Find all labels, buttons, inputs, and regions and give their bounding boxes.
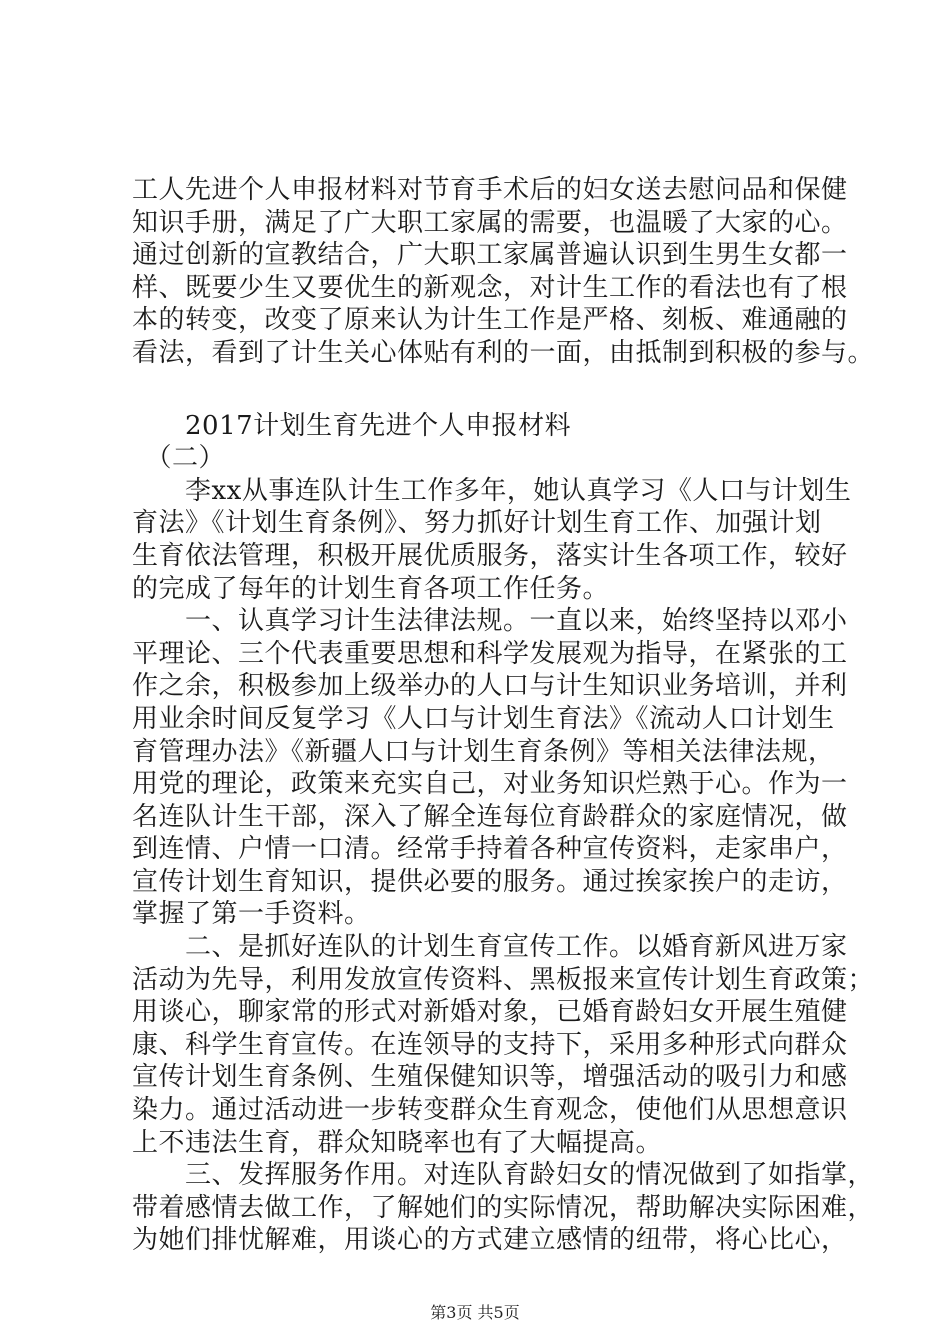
text-line: 育法》《计划生育条例》、努力抓好计划生育工作、加强计划 xyxy=(132,508,822,539)
text-line: 三、发挥服务作用。对连队育龄妇女的情况做到了如指掌， xyxy=(132,1160,875,1191)
text-line: 一、认真学习计生法律法规。一直以来，始终坚持以邓小 xyxy=(132,606,848,637)
text-line: 样、既要少生又要优生的新观念，对计生工作的看法也有了根 xyxy=(132,272,848,303)
text-line: 工人先进个人申报材料对节育手术后的妇女送去慰问品和保健 xyxy=(132,175,848,205)
section-subheading: （二） xyxy=(132,443,226,474)
text-line: 本的转变，改变了原来认为计生工作是严格、刻板、难通融的 xyxy=(132,305,848,336)
text-line: 知识手册，满足了广大职工家属的需要，也温暖了大家的心。 xyxy=(132,207,848,238)
text-line: 用业余时间反复学习《人口与计划生育法》《流动人口计划生 xyxy=(132,703,835,734)
text-line: 宣传计划生育条例、生殖保健知识等，增强活动的吸引力和感 xyxy=(132,1062,848,1093)
paragraph-block-1 xyxy=(132,174,875,370)
section-heading: 2017计划生育先进个人申报材料 xyxy=(132,410,572,441)
text-line: 通过创新的宣教结合，广大职工家属普遍认识到生男生女都一 xyxy=(132,240,848,271)
text-line: 宣传计划生育知识，提供必要的服务。通过挨家挨户的走访， xyxy=(132,866,848,897)
text-line: 作之余，积极参加上级举办的人口与计生知识业务培训，并利 xyxy=(132,671,848,702)
text-line: 活动为先导，利用发放宣传资料、黑板报来宣传计划生育政策； xyxy=(132,964,875,995)
text-line: 用谈心，聊家常的形式对新婚对象，已婚育龄妇女开展生殖健 xyxy=(132,997,848,1028)
text-line: 染力。通过活动进一步转变群众生育观念，使他们从思想意识 xyxy=(132,1095,848,1126)
text-line: 平理论、三个代表重要思想和科学发展观为指导，在紧张的工 xyxy=(132,638,848,669)
document-body xyxy=(132,174,875,1257)
text-line: 上不违法生育，群众知晓率也有了大幅提高。 xyxy=(132,1127,663,1158)
text-line: 康、科学生育宣传。在连领导的支持下，采用多种形式向群众 xyxy=(132,1029,848,1060)
text-line: 为她们排忧解难，用谈心的方式建立感情的纽带，将心比心， xyxy=(132,1225,848,1256)
text-line: 到连情、户情一口清。经常手持着各种宣传资料，走家串户， xyxy=(132,834,848,865)
page-footer: 第3页 共5页 xyxy=(430,1303,520,1322)
text-line: 的完成了每年的计划生育各项工作任务。 xyxy=(132,573,610,604)
text-line: 掌握了第一手资料。 xyxy=(132,899,371,930)
paragraph-gap xyxy=(132,370,832,410)
text-line: 育管理办法》《新疆人口与计划生育条例》等相关法律法规， xyxy=(132,736,835,767)
text-line: 带着感情去做工作，了解她们的实际情况，帮助解决实际困难， xyxy=(132,1192,875,1223)
text-line: 名连队计生干部，深入了解全连每位育龄群众的家庭情况，做 xyxy=(132,801,848,832)
text-line: 二、是抓好连队的计划生育宣传工作。以婚育新风进万家 xyxy=(132,932,848,963)
text-line: 看法，看到了计生关心体贴有利的一面，由抵制到积极的参与。 xyxy=(132,337,875,368)
paragraph-block-2 xyxy=(132,475,875,1257)
text-line: 生育依法管理，积极开展优质服务，落实计生各项工作，较好 xyxy=(132,540,848,571)
text-line: 用党的理论，政策来充实自己，对业务知识烂熟于心。作为一 xyxy=(132,769,848,800)
text-line: 李xx从事连队计生工作多年，她认真学习《人口与计划生 xyxy=(132,475,852,506)
